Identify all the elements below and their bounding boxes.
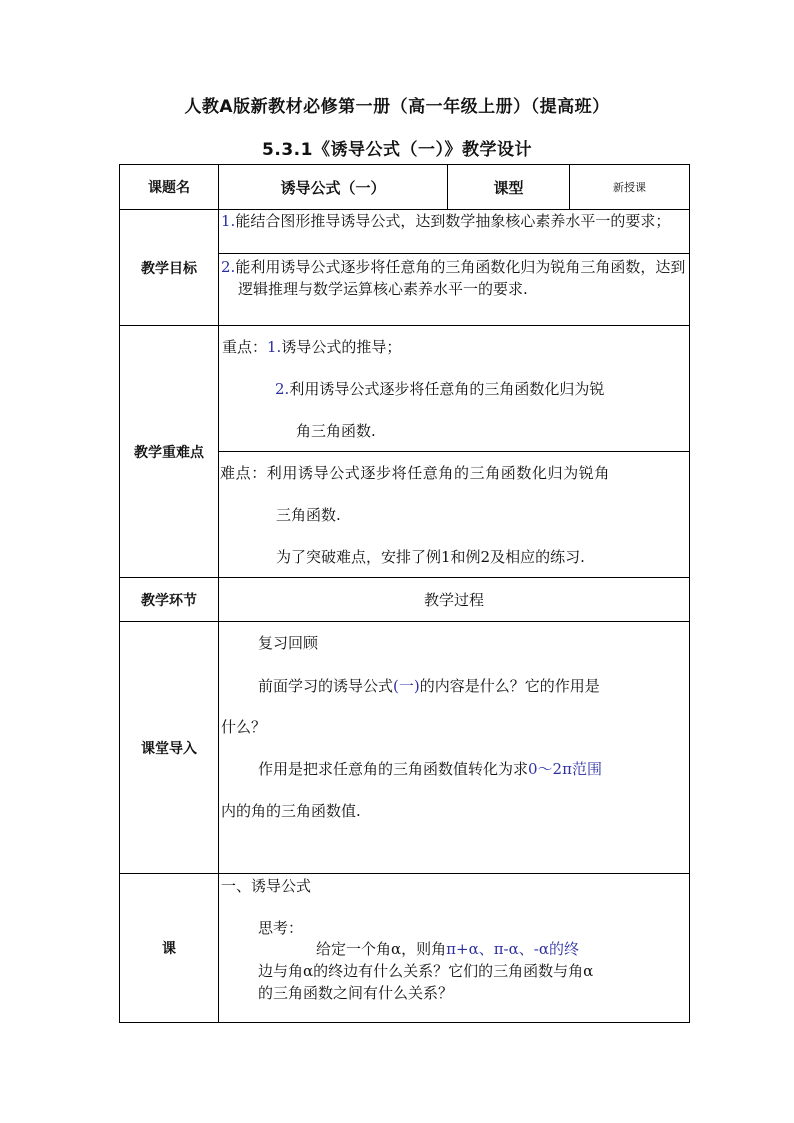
think-question-line-2: 边与角α的终边有什么关系？它们的三角函数与角α — [258, 962, 594, 980]
intro-question: 前面学习的诱导公式(一)的内容是什么？它的作用是 — [258, 677, 600, 695]
focus-point-2-cont: 角三角函数. — [296, 422, 376, 440]
difficulty-point: 难点：利用诱导公式逐步将任意角的三角函数化归为锐角 — [220, 464, 611, 482]
intro-answer-cont: 内的角的三角函数值. — [221, 802, 361, 820]
process-stage-label: 教学环节 — [141, 592, 197, 609]
document-title: 人教A版新教材必修第一册（高一年级上册）（提高班） — [184, 97, 610, 117]
lesson-section-heading: 一、诱导公式 — [221, 877, 312, 895]
lesson-label: 课 — [162, 941, 176, 957]
difficulty-note: 为了突破难点，安排了例1和例2及相应的练习. — [276, 548, 585, 566]
keypoints-label: 教学重难点 — [134, 444, 204, 461]
intro-answer: 作用是把求任意角的三角函数值转化为求0～2π范围 — [258, 760, 602, 778]
intro-question-cont: 什么？ — [221, 718, 267, 736]
topic-value: 诱导公式（一） — [280, 178, 386, 197]
process-content-label: 教学过程 — [423, 591, 484, 609]
lesson-type-value: 新授课 — [613, 181, 646, 194]
objective-item-1: 1.能结合图形推导诱导公式，达到数学抽象核心素养水平一的要求； — [221, 212, 671, 230]
document-subtitle: 5.3.1《诱导公式（一）》教学设计 — [262, 140, 532, 160]
intro-label: 课堂导入 — [141, 740, 197, 757]
difficulty-point-cont: 三角函数. — [276, 506, 341, 524]
lesson-type-label: 课型 — [493, 178, 524, 197]
think-question-line-1: 给定一个角α，则角π+α、π-α、-α的终 — [316, 940, 579, 958]
topic-label: 课题名 — [148, 180, 190, 196]
objective-item-2: 2.能利用诱导公式逐步将任意角的三角函数化归为锐角三角函数，达到逻辑推理与数学运算核心素养水平一的要求. — [221, 258, 686, 298]
focus-point-2: 2.利用诱导公式逐步将任意角的三角函数化归为锐 — [275, 380, 605, 398]
objectives-label: 教学目标 — [141, 260, 197, 277]
think-question-line-3: 的三角函数之间有什么关系？ — [258, 984, 454, 1002]
think-label: 思考： — [258, 919, 304, 937]
review-heading: 复习回顾 — [258, 634, 319, 652]
focus-point-1: 重点：1.诱导公式的推导； — [222, 338, 402, 356]
